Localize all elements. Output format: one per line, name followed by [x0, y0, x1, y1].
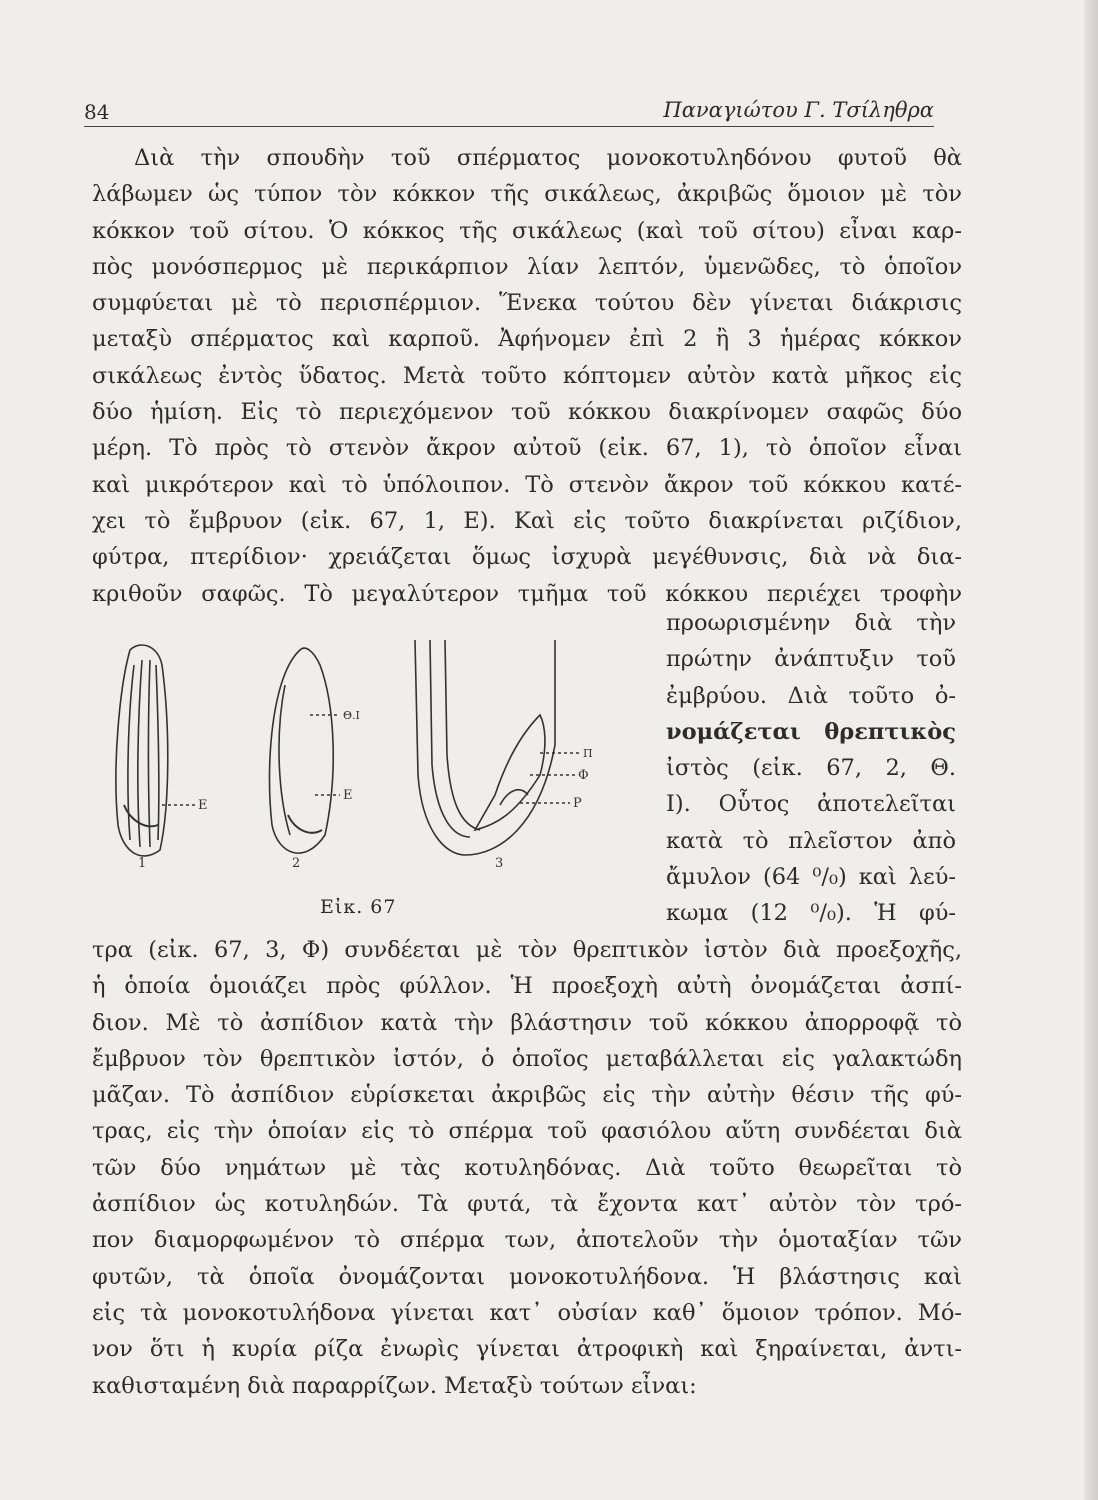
figure-label: Ε — [198, 798, 208, 813]
text-line: χει τὸ ἔμβρυον (εἰκ. 67, 1, Ε). Καὶ εἰς τοῦτο διακρίνεται ριζίδιον, — [92, 507, 962, 534]
page-edge — [1084, 0, 1098, 1500]
figure-label: Φ — [578, 768, 589, 783]
text-line: προωρισμένην διὰ τὴν — [666, 610, 956, 636]
text-line: τρα (εἰκ. 67, 3, Φ) συνδέεται μὲ τὸν θρεπτικὸν ἰστὸν διὰ προεξοχῆς, — [92, 937, 962, 963]
grain-2-drawing — [269, 648, 340, 853]
text-line: καὶ μικρότερον καὶ τὸ ὑπόλοιπον. Τὸ στενὸν ἄκρον τοῦ κόκκου κατέ- — [92, 471, 962, 498]
text-line: κατὰ τὸ πλεῖστον ἀπὸ — [666, 827, 956, 854]
text-line: κωμα (12 ⁰/₀). Ἡ φύ- — [666, 900, 956, 927]
body-text-bottom — [92, 932, 962, 1404]
text-line: τῶν δύο νημάτων μὲ τὰς κοτυληδόνας. Διὰ τοῦτο θεωρεῖται τὸ — [92, 1154, 962, 1181]
text-line: λάβωμεν ὡς τύπον τὸν κόκκον τῆς σικάλεως, ἀκριβῶς ὅμοιον μὲ τὸν — [92, 181, 962, 208]
text-line: πον διαμορφωμένον τὸ σπέρμα των, ἀποτελοῦν τὴν ὁμοταξίαν τῶν — [92, 1227, 962, 1254]
panel-number: 3 — [495, 856, 504, 871]
text-line: ἄμυλον (64 ⁰/₀) καὶ λεύ- — [666, 864, 956, 891]
text-line: ἔμβρυον τὸν θρεπτικὸν ἰστόν, ὁ ὁποῖος μεταβάλλεται εἰς γαλακτώδη — [92, 1045, 962, 1072]
figure-67 — [100, 625, 660, 925]
body-text-top — [92, 140, 962, 612]
text-line: νομάζεται θρεπτικὸς — [666, 718, 956, 745]
text-line: συμφύεται μὲ τὸ περισπέρμιον. Ἕνεκα τούτου δὲν γίνεται διάκρισις — [92, 290, 962, 317]
body-text-side — [666, 605, 956, 932]
page-number: 84 — [84, 100, 110, 124]
figure-label: Θ.Ι — [343, 709, 360, 722]
text-line: κριθοῦν σαφῶς. Τὸ μεγαλύτερον τμῆμα τοῦ κόκκου περιέχει τροφὴν — [92, 580, 962, 607]
text-line: Διὰ τὴν σπουδὴν τοῦ σπέρματος μονοκοτυληδόνου φυτοῦ θὰ — [134, 145, 962, 171]
grain-3-drawing — [415, 640, 580, 855]
text-line: κόκκον τοῦ σίτου. Ὁ κόκκος τῆς σικάλεως (καὶ τοῦ σίτου) εἶναι καρ- — [92, 217, 962, 244]
text-line: Ι). Οὗτος ἀποτελεῖται — [666, 791, 956, 818]
figure-label: Π — [583, 747, 593, 760]
text-line: εἰς τὰ μονοκοτυλήδονα γίνεται κατ᾽ οὐσίαν καθ᾽ ὅμοιον τρόπον. Μό- — [92, 1299, 962, 1326]
figure-label: Ε — [343, 788, 353, 803]
text-line: πὸς μονόσπερμος μὲ περικάρπιον λίαν λεπτόν, ὑμενῶδες, τὸ ὁποῖον — [92, 253, 962, 280]
text-line: τρας, εἰς τὴν ὁποίαν εἰς τὸ σπέρμα τοῦ φασιόλου αὕτη συνδέεται διὰ — [92, 1118, 962, 1145]
text-line: φυτῶν, τὰ ὁποῖα ὀνομάζονται μονοκοτυλήδονα. Ἡ βλάστησις καὶ — [92, 1263, 962, 1290]
text-line: ἡ ὁποία ὁμοιάζει πρὸς φύλλον. Ἡ προεξοχὴ αὐτὴ ὀνομάζεται ἀσπί- — [92, 973, 962, 1000]
text-line: σικάλεως ἐντὸς ὕδατος. Μετὰ τοῦτο κόπτομεν αὐτὸν κατὰ μῆκος εἰς — [92, 362, 962, 389]
figure-label: Ρ — [573, 796, 582, 811]
panel-number: 2 — [292, 856, 301, 871]
text-line: πρώτην ἀνάπτυξιν τοῦ — [666, 646, 956, 673]
figure-illustration — [100, 625, 660, 925]
grain-1-drawing — [116, 645, 195, 856]
figure-caption: Εἰκ. 67 — [320, 896, 397, 918]
text-line: μεταξὺ σπέρματος καὶ καρποῦ. Ἀφήνομεν ἐπὶ 2 ἢ 3 ἡμέρας κόκκον — [92, 326, 962, 353]
page-header — [84, 98, 934, 128]
running-head: Παναγιώτου Γ. Τσίληθρα — [663, 98, 934, 122]
text-line: ἀσπίδιον ὡς κοτυληδών. Τὰ φυτά, τὰ ἔχοντα κατ᾽ αὐτὸν τὸν τρό- — [92, 1191, 962, 1218]
text-line: μᾶζαν. Τὸ ἀσπίδιον εὑρίσκεται ἀκριβῶς εἰς τὴν αὐτὴν θέσιν τῆς φύ- — [92, 1082, 962, 1109]
text-line: διον. Μὲ τὸ ἀσπίδιον κατὰ τὴν βλάστησιν τοῦ κόκκου ἀπορροφᾷ τὸ — [92, 1009, 962, 1036]
text-line: μέρη. Τὸ πρὸς τὸ στενὸν ἄκρον αὐτοῦ (εἰκ. 67, 1), τὸ ὁποῖον εἶναι — [92, 435, 962, 462]
text-line: καθισταμένη διὰ παραρρίζων. Μεταξὺ τούτων εἶναι: — [92, 1372, 697, 1399]
text-line: δύο ἡμίση. Εἰς τὸ περιεχόμενον τοῦ κόκκου διακρίνομεν σαφῶς δύο — [92, 399, 962, 426]
text-line: ἰστὸς (εἰκ. 67, 2, Θ. — [666, 755, 956, 782]
text-line: φύτρα, πτερίδιον· χρειάζεται ὅμως ἰσχυρὰ μεγέθυνσις, διὰ νὰ δια- — [92, 544, 962, 571]
header-rule — [84, 126, 934, 127]
panel-number: 1 — [138, 856, 147, 871]
text-line: ἐμβρύου. Διὰ τοῦτο ὀ- — [666, 682, 956, 709]
text-line: νον ὅτι ἡ κυρία ρίζα ἐνωρὶς γίνεται ἀτροφικὴ καὶ ξηραίνεται, ἀντι- — [92, 1336, 962, 1363]
